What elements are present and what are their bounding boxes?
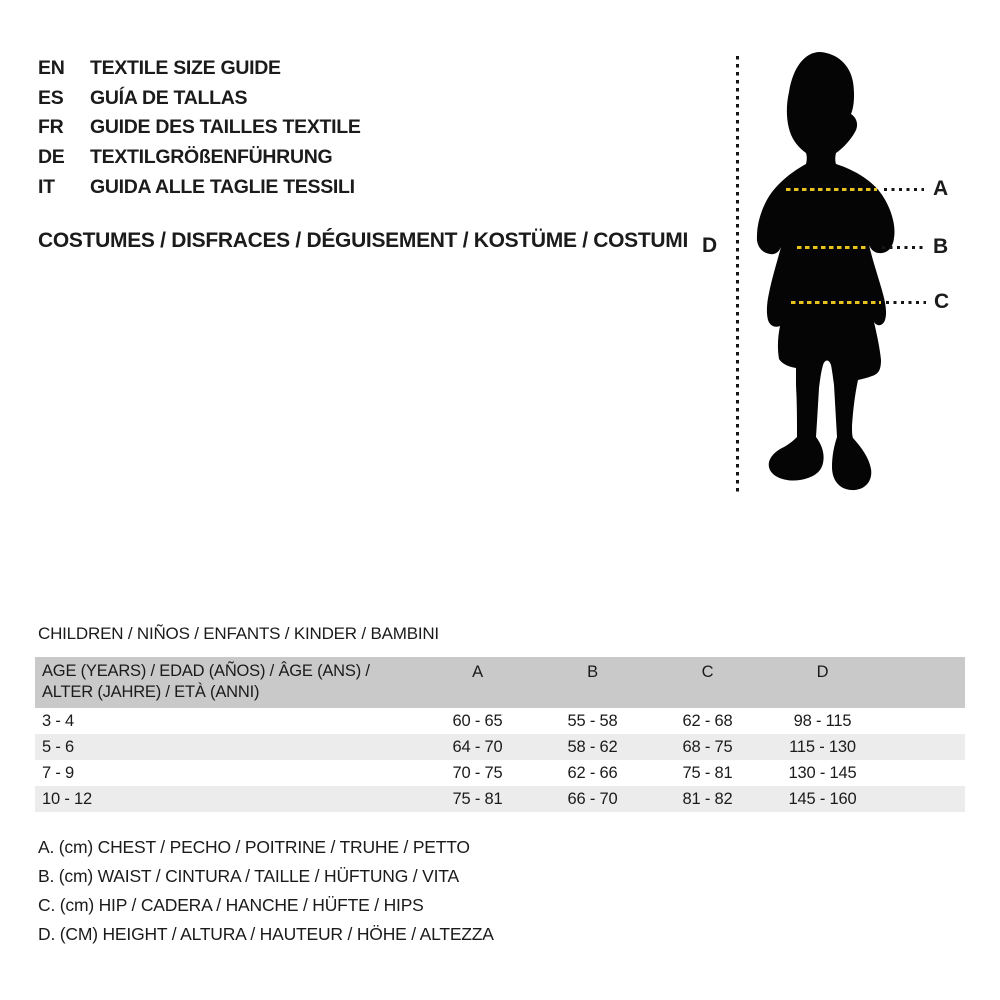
language-title: TEXTILE SIZE GUIDE	[90, 57, 281, 80]
legend-item-height: D. (CM) HEIGHT / ALTURA / HAUTEUR / HÖHE / ALTEZZA	[38, 924, 494, 944]
legend-item-waist: B. (cm) WAIST / CINTURA / TAILLE / HÜFTUNG / VITA	[38, 866, 459, 886]
height-value: 130 - 145	[788, 763, 857, 782]
height-label-d: D	[702, 234, 718, 257]
age-cell: 7 - 9	[42, 763, 75, 782]
height-value: 145 - 160	[788, 789, 857, 808]
height-value: 98 - 115	[793, 711, 852, 730]
chest-dashed-line	[786, 188, 877, 191]
language-code: DE	[38, 146, 65, 169]
hip-label-c: C	[934, 290, 950, 313]
chest-label-a: A	[933, 177, 949, 200]
table-row	[35, 734, 965, 760]
waist-value: 58 - 62	[567, 737, 618, 756]
age-cell: 5 - 6	[42, 737, 75, 756]
table-row	[35, 760, 965, 786]
category-title: COSTUMES / DISFRACES / DÉGUISEMENT / KOSTÜME / COSTUMI	[38, 229, 689, 252]
hip-value: 68 - 75	[682, 737, 733, 756]
size-table	[35, 657, 965, 812]
waist-value: 62 - 66	[567, 763, 618, 782]
age-header-line2: ALTER (JAHRE) / ETÀ (ANNI)	[42, 683, 260, 701]
language-code: IT	[38, 175, 55, 198]
language-title: GUÍA DE TALLAS	[90, 86, 248, 109]
language-code: EN	[38, 57, 65, 80]
children-section-title: CHILDREN / NIÑOS / ENFANTS / KINDER / BAMBINI	[38, 624, 439, 643]
waist-label-b: B	[933, 235, 949, 258]
age-header-line1: AGE (YEARS) / EDAD (AÑOS) / ÂGE (ANS) /	[42, 662, 370, 680]
column-header-c: C	[701, 663, 714, 681]
legend-item-hip: C. (cm) HIP / CADERA / HANCHE / HÜFTE / HIPS	[38, 895, 424, 915]
hip-value: 81 - 82	[682, 789, 733, 808]
table-header	[35, 657, 965, 708]
language-code: FR	[38, 116, 64, 139]
table-row	[35, 786, 965, 812]
waist-leader-dots	[882, 246, 926, 249]
measurement-legend	[38, 833, 494, 949]
child-silhouette-icon	[752, 50, 900, 492]
chest-value: 60 - 65	[452, 711, 503, 730]
age-column-header	[35, 657, 420, 703]
language-title: TEXTILGRÖßENFÜHRUNG	[90, 146, 333, 169]
waist-value: 55 - 58	[567, 711, 618, 730]
age-cell: 3 - 4	[42, 711, 75, 730]
hip-dashed-line	[791, 301, 881, 304]
waist-value: 66 - 70	[567, 789, 618, 808]
language-code: ES	[38, 86, 64, 109]
column-header-a: A	[472, 663, 483, 681]
table-row	[35, 708, 965, 734]
height-value: 115 - 130	[789, 737, 856, 756]
chest-value: 75 - 81	[452, 789, 503, 808]
chest-value: 64 - 70	[452, 737, 503, 756]
chest-value: 70 - 75	[452, 763, 503, 782]
column-header-d: D	[816, 663, 829, 681]
height-dotted-line	[736, 56, 739, 493]
hip-value: 75 - 81	[682, 763, 733, 782]
language-title: GUIDA ALLE TAGLIE TESSILI	[90, 175, 355, 198]
hip-value: 62 - 68	[682, 711, 733, 730]
chest-leader-dots	[884, 188, 924, 191]
language-title: GUIDE DES TAILLES TEXTILE	[90, 116, 361, 139]
age-cell: 10 - 12	[42, 789, 92, 808]
legend-item-chest: A. (cm) CHEST / PECHO / POITRINE / TRUHE / PETTO	[38, 837, 470, 857]
column-header-b: B	[587, 663, 598, 681]
waist-dashed-line	[797, 246, 866, 249]
hip-leader-dots	[886, 301, 926, 304]
